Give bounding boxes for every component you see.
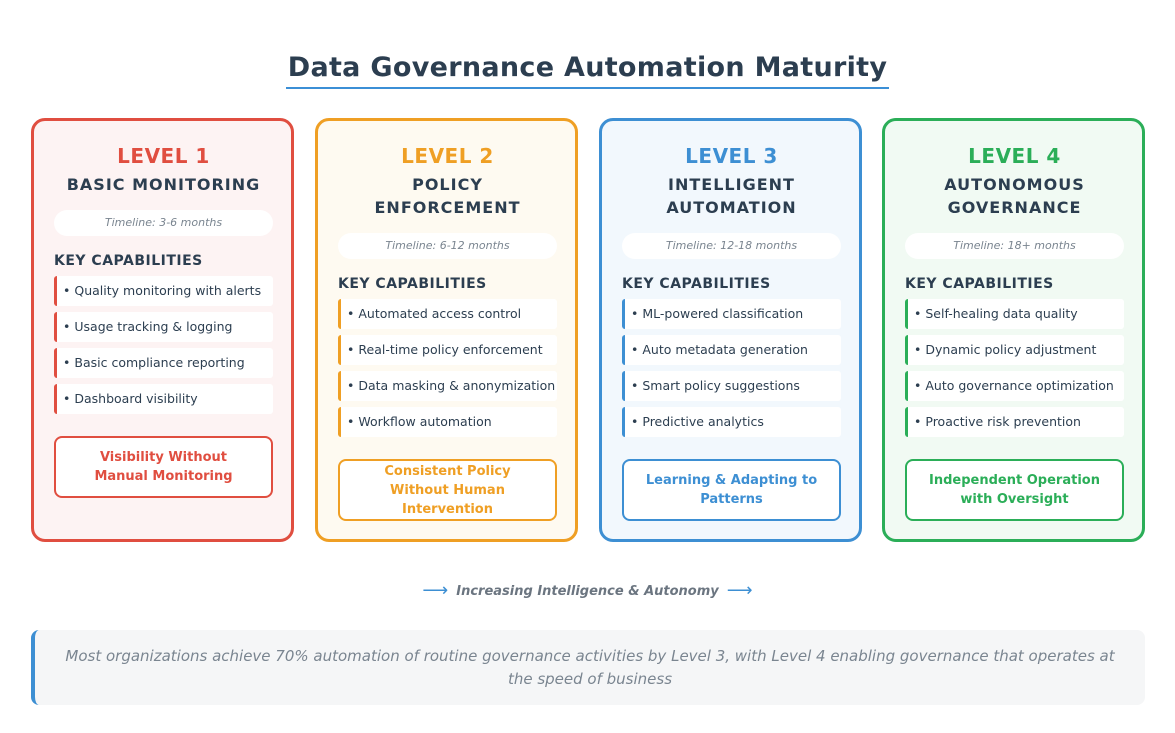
capability-item: • Auto governance optimization bbox=[905, 371, 1124, 401]
outcome-box: Visibility Without Manual Monitoring bbox=[54, 436, 273, 498]
level-number: LEVEL 3 bbox=[685, 144, 778, 168]
bullet-icon: • bbox=[347, 378, 355, 393]
page-title: Data Governance Automation Maturity bbox=[286, 52, 890, 89]
timeline-badge: Timeline: 12-18 months bbox=[622, 233, 841, 259]
level-name: POLICY ENFORCEMENT bbox=[374, 175, 521, 217]
summary-note: Most organizations achieve 70% automation of routine governance activities by Level 3, with Level 4 enabling governance that operates at the speed of business bbox=[31, 630, 1145, 705]
level-card-1 bbox=[31, 118, 294, 542]
arrow-right-icon: ⟶ bbox=[422, 580, 449, 601]
capability-item: • Workflow automation bbox=[338, 407, 557, 437]
bullet-icon: • bbox=[63, 391, 71, 406]
capability-item: • ML-powered classification bbox=[622, 299, 841, 329]
capability-item: • Predictive analytics bbox=[622, 407, 841, 437]
capability-item: • Usage tracking & logging bbox=[54, 312, 273, 342]
bullet-icon: • bbox=[347, 306, 355, 321]
bullet-icon: • bbox=[63, 355, 71, 370]
level-card-2 bbox=[315, 118, 578, 542]
capability-item: • Auto metadata generation bbox=[622, 335, 841, 365]
capability-item: • Real-time policy enforcement bbox=[338, 335, 557, 365]
level-number: LEVEL 2 bbox=[401, 144, 494, 168]
bullet-icon: • bbox=[914, 342, 922, 357]
capability-item: • Basic compliance reporting bbox=[54, 348, 273, 378]
capability-item: • Automated access control bbox=[338, 299, 557, 329]
level-name: AUTONOMOUS GOVERNANCE bbox=[944, 175, 1085, 217]
capability-item: • Proactive risk prevention bbox=[905, 407, 1124, 437]
outcome-box: Independent Operation with Oversight bbox=[905, 459, 1124, 521]
bullet-icon: • bbox=[631, 378, 639, 393]
capability-item: • Dashboard visibility bbox=[54, 384, 273, 414]
capabilities-heading: KEY CAPABILITIES bbox=[905, 276, 1054, 292]
outcome-box: Consistent Policy Without Human Intervention bbox=[338, 459, 557, 521]
timeline-badge: Timeline: 3-6 months bbox=[54, 210, 273, 236]
bullet-icon: • bbox=[347, 414, 355, 429]
bullet-icon: • bbox=[63, 319, 71, 334]
bullet-icon: • bbox=[631, 342, 639, 357]
level-card-3 bbox=[599, 118, 862, 542]
level-name: INTELLIGENT AUTOMATION bbox=[666, 175, 797, 217]
timeline-badge: Timeline: 18+ months bbox=[905, 233, 1124, 259]
level-number: LEVEL 1 bbox=[117, 144, 210, 168]
level-name: BASIC MONITORING bbox=[66, 175, 261, 194]
capability-item: • Dynamic policy adjustment bbox=[905, 335, 1124, 365]
level-number: LEVEL 4 bbox=[968, 144, 1061, 168]
title-wrap bbox=[0, 52, 1175, 89]
bullet-icon: • bbox=[347, 342, 355, 357]
timeline-badge: Timeline: 6-12 months bbox=[338, 233, 557, 259]
capabilities-heading: KEY CAPABILITIES bbox=[54, 253, 203, 269]
capability-item: • Smart policy suggestions bbox=[622, 371, 841, 401]
capabilities-heading: KEY CAPABILITIES bbox=[338, 276, 487, 292]
outcome-box: Learning & Adapting to Patterns bbox=[622, 459, 841, 521]
bullet-icon: • bbox=[914, 414, 922, 429]
bullet-icon: • bbox=[631, 306, 639, 321]
progress-indicator bbox=[0, 580, 1175, 601]
capability-item: • Data masking & anonymization bbox=[338, 371, 557, 401]
level-card-4 bbox=[882, 118, 1145, 542]
progress-label: Increasing Intelligence & Autonomy bbox=[456, 584, 719, 599]
bullet-icon: • bbox=[914, 378, 922, 393]
capability-item: • Quality monitoring with alerts bbox=[54, 276, 273, 306]
capability-item: • Self-healing data quality bbox=[905, 299, 1124, 329]
bullet-icon: • bbox=[63, 283, 71, 298]
capabilities-heading: KEY CAPABILITIES bbox=[622, 276, 771, 292]
bullet-icon: • bbox=[631, 414, 639, 429]
bullet-icon: • bbox=[914, 306, 922, 321]
arrow-right-icon: ⟶ bbox=[726, 580, 753, 601]
